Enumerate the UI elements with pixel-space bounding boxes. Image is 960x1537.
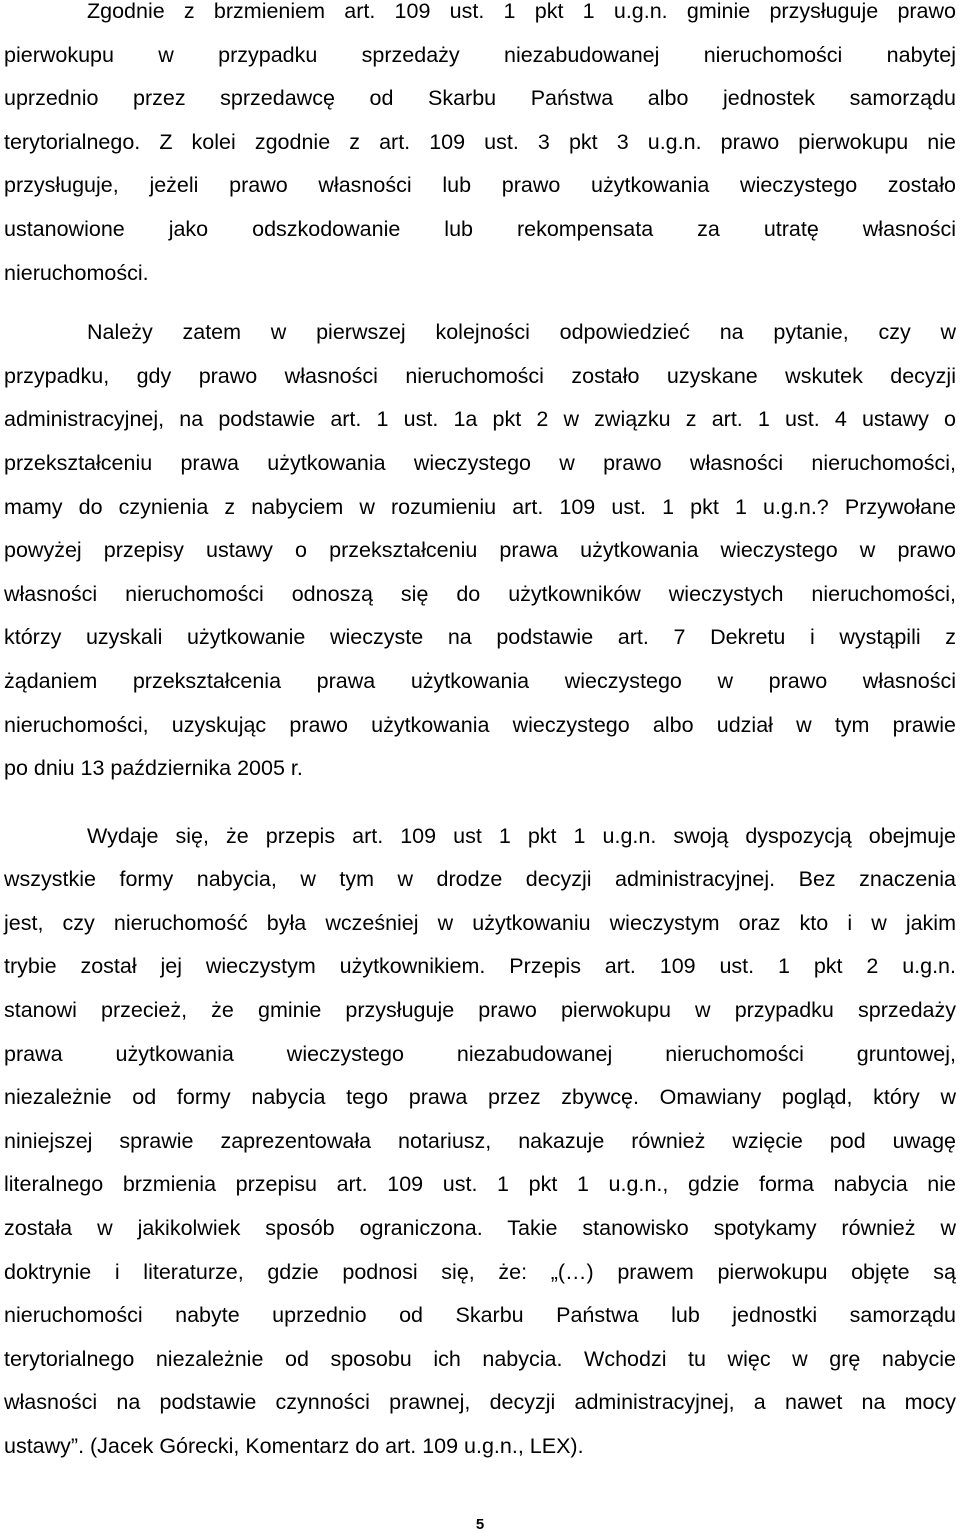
text-line: żądaniem przekształcenia prawa użytkowania wieczystego w prawo własności	[4, 668, 956, 693]
text-line: niniejszej sprawie zaprezentowała notariusz, nakazuje również wzięcie pod uwagę	[4, 1128, 956, 1153]
text-line: nieruchomości.	[4, 260, 149, 285]
text-line: mamy do czynienia z nabyciem w rozumieniu art. 109 ust. 1 pkt 1 u.g.n.? Przywołane	[4, 494, 956, 519]
text-line: niezależnie od formy nabycia tego prawa przez zbywcę. Omawiany pogląd, który w	[4, 1085, 956, 1110]
paragraph-1	[4, 0, 956, 295]
document-page	[4, 0, 956, 1469]
text-line: nieruchomości nabyte uprzednio od Skarbu Państwa lub jednostki samorządu	[4, 1303, 956, 1328]
page-number: 5	[475, 1516, 485, 1533]
text-line: ustanowione jako odszkodowanie lub rekompensata za utratę własności	[4, 216, 956, 241]
text-line: uprzednio przez sprzedawcę od Skarbu Państwa albo jednostek samorządu	[4, 86, 956, 111]
text-line: ustawy”. (Jacek Górecki, Komentarz do art. 109 u.g.n., LEX).	[4, 1434, 584, 1458]
text-line: po dniu 13 października 2005 r.	[4, 756, 303, 781]
text-line: Wydaje się, że przepis art. 109 ust 1 pkt 1 u.g.n. swoją dyspozycją obejmuje	[87, 823, 956, 848]
text-line: została w jakikolwiek sposób ograniczona. Takie stanowisko spotykamy również w	[4, 1216, 956, 1241]
text-line: przypadku, gdy prawo własności nieruchomości zostało uzyskane wskutek decyzji	[4, 363, 956, 388]
text-line: nieruchomości, uzyskując prawo użytkowania wieczystego albo udział w tym prawie	[4, 712, 956, 737]
text-line: Zgodnie z brzmieniem art. 109 ust. 1 pkt 1 u.g.n. gminie przysługuje prawo	[87, 0, 956, 23]
text-line: którzy uzyskali użytkowanie wieczyste na podstawie art. 7 Dekretu i wystąpili z	[4, 625, 956, 650]
paragraph-3	[4, 815, 956, 1469]
text-line: terytorialnego. Z kolei zgodnie z art. 109 ust. 3 pkt 3 u.g.n. prawo pierwokupu nie	[4, 129, 956, 154]
text-line: powyżej przepisy ustawy o przekształceniu prawa użytkowania wieczystego w prawo	[4, 538, 956, 563]
paragraph-spacer	[4, 791, 956, 815]
text-line: literalnego brzmienia przepisu art. 109 ust. 1 pkt 1 u.g.n., gdzie forma nabycia nie	[4, 1172, 956, 1197]
text-line: wszystkie formy nabycia, w tym w drodze decyzji administracyjnej. Bez znaczenia	[4, 867, 956, 892]
paragraph-spacer	[4, 295, 956, 311]
text-line: własności nieruchomości odnoszą się do użytkowników wieczystych nieruchomości,	[4, 581, 956, 606]
text-line: przysługuje, jeżeli prawo własności lub prawo użytkowania wieczystego zostało	[4, 173, 956, 198]
text-line: jest, czy nieruchomość była wcześniej w użytkowaniu wieczystym oraz kto i w jakim	[4, 910, 956, 935]
text-line: terytorialnego niezależnie od sposobu ich nabycia. Wchodzi tu więc w grę nabycie	[4, 1346, 956, 1371]
text-line: prawa użytkowania wieczystego niezabudowanej nieruchomości gruntowej,	[4, 1041, 956, 1066]
text-line: pierwokupu w przypadku sprzedaży niezabudowanej nieruchomości nabytej	[4, 42, 956, 67]
text-line: trybie został jej wieczystym użytkownikiem. Przepis art. 109 ust. 1 pkt 2 u.g.n.	[4, 954, 956, 979]
text-line: własności na podstawie czynności prawnej, decyzji administracyjnej, a nawet na mocy	[4, 1390, 956, 1415]
text-line: stanowi przecież, że gminie przysługuje prawo pierwokupu w przypadku sprzedaży	[4, 998, 956, 1023]
text-line: administracyjnej, na podstawie art. 1 ust. 1a pkt 2 w związku z art. 1 ust. 4 ustawy o	[4, 407, 956, 432]
text-line: przekształceniu prawa użytkowania wieczystego w prawo własności nieruchomości,	[4, 450, 956, 475]
text-line: Należy zatem w pierwszej kolejności odpowiedzieć na pytanie, czy w	[87, 320, 956, 345]
paragraph-2	[4, 311, 956, 791]
text-line: doktrynie i literaturze, gdzie podnosi się, że: „(…) prawem pierwokupu objęte są	[4, 1259, 956, 1284]
